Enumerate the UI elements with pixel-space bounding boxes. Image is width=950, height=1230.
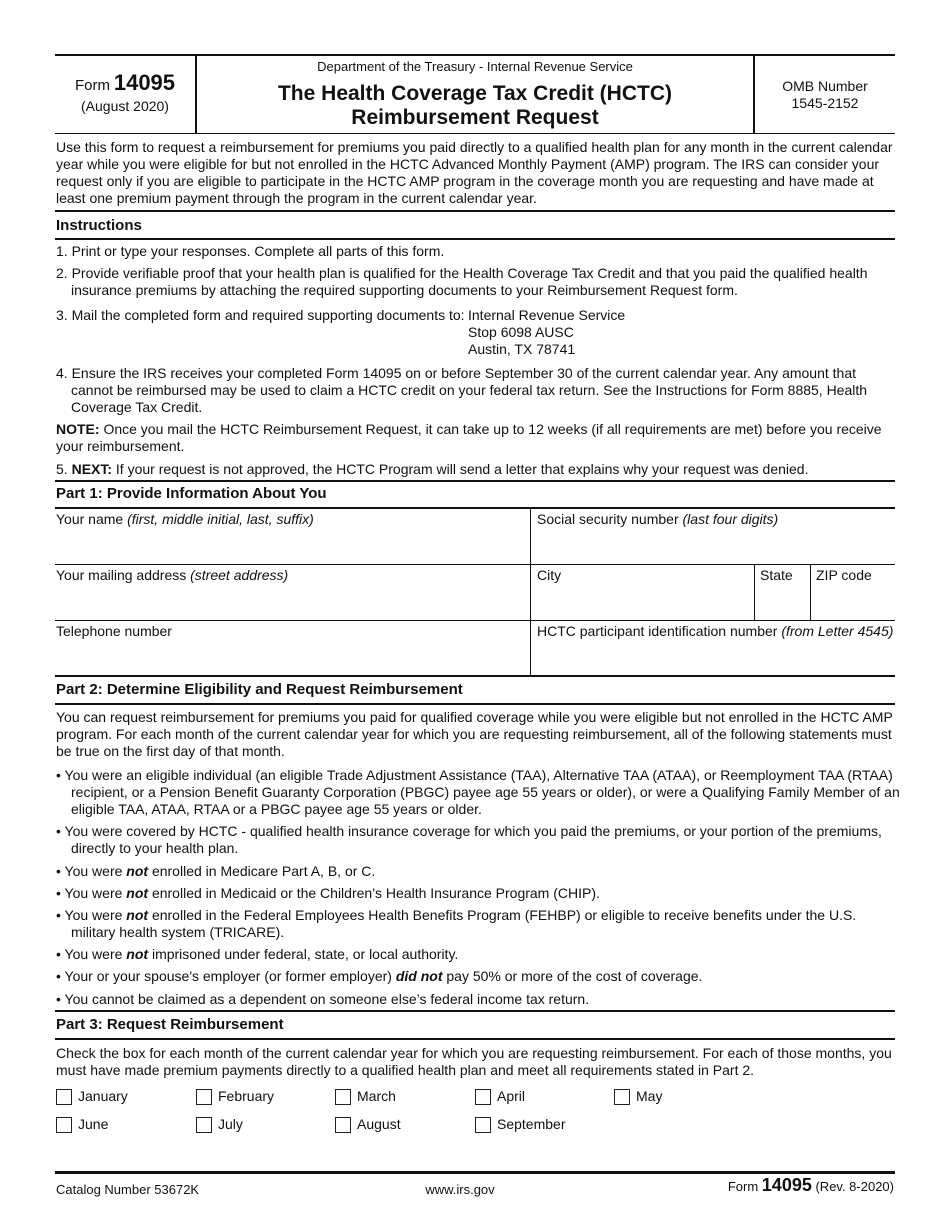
part2-intro: You can request reimbursement for premiums you paid for qualified coverage while you were eligible but not enrolled in the HCTC AMP program. For each month of the current calendar year for which you are requesting reimbursement, all of the following statements must be true on the first day of that month. [56, 709, 893, 759]
part1-row-rule-1 [55, 564, 895, 565]
ssn-field[interactable] [537, 511, 778, 528]
part2-heading: Part 2: Determine Eligibility and Request Reimbursement [56, 681, 463, 698]
b6-post: imprisoned under federal, state, or local authority. [148, 946, 459, 962]
note-text: Once you mail the HCTC Reimbursement Request, it can take up to 12 weeks (if all requirements are met) before you receive your reimbursement. [56, 421, 882, 454]
eligibility-bullet-7 [56, 968, 901, 985]
mail-address-line2: Stop 6098 AUSC [468, 324, 574, 340]
form-title-line2: Reimbursement Request [351, 106, 599, 129]
mail-address-line3: Austin, TX 78741 [468, 341, 576, 357]
b5-post: enrolled in the Federal Employees Health Benefits Program (FEHBP) or eligible to receive benefits under the U.S. military health system (TRICARE). [71, 907, 857, 940]
label-january: January [78, 1088, 128, 1104]
form-title-line1: The Health Coverage Tax Credit (HCTC) [277, 82, 672, 105]
address-hint: (street address) [190, 567, 289, 583]
instructions-bottom-rule [55, 238, 895, 240]
mail-address-line1: Internal Revenue Service [468, 307, 626, 323]
instruction-item-5 [56, 461, 896, 478]
b5-pre: • You were [56, 907, 127, 923]
zip-field[interactable]: ZIP code [816, 567, 872, 583]
name-label: Your name [56, 511, 128, 527]
b7-pre: • Your or your spouse's employer (or former employer) [56, 968, 396, 984]
b4-emphasis: not [126, 885, 149, 901]
department: Department of the Treasury - Internal Revenue Service [317, 59, 633, 74]
eligibility-bullet-8: • You cannot be claimed as a dependent on someone else’s federal income tax return. [56, 991, 590, 1007]
b3-post: enrolled in Medicare Part A, B, or C. [148, 863, 376, 879]
omb-number: 1545-2152 [791, 95, 859, 111]
b3-emphasis: not [126, 863, 149, 879]
part3-top-rule [55, 1010, 895, 1012]
b7-emphasis: did not [395, 968, 443, 984]
footer-form-word: Form [727, 1179, 762, 1194]
checkbox-july[interactable] [196, 1117, 212, 1133]
name-field[interactable] [56, 511, 314, 528]
b7-post: pay 50% or more of the cost of coverage. [442, 968, 703, 984]
instructions-top-rule [55, 210, 895, 212]
eligibility-bullet-2: • You were covered by HCTC - qualified health insurance coverage for which you paid the premiums, or your portion of the premiums, directly to your health plan. [56, 823, 882, 856]
hctc-id-label: HCTC participant identification number [537, 623, 782, 639]
footer-rev: (Rev. 8-2020) [811, 1179, 894, 1194]
city-field[interactable]: City [537, 567, 562, 583]
checkbox-may[interactable] [614, 1089, 630, 1105]
part1-row-rule-2 [55, 620, 895, 621]
catalog-number: Catalog Number 53672K [56, 1182, 200, 1197]
part1-heading-rule [55, 507, 895, 509]
label-august: August [357, 1116, 401, 1132]
instructions-heading: Instructions [56, 217, 142, 234]
b6-emphasis: not [126, 946, 149, 962]
eligibility-bullet-5 [56, 907, 901, 941]
instruction-item-3: 3. Mail the completed form and required supporting documents to: [56, 307, 465, 323]
part3-heading-rule [55, 1038, 895, 1040]
b3-pre: • You were [56, 863, 127, 879]
label-april: April [497, 1088, 526, 1104]
name-hint: (first, middle initial, last, suffix) [127, 511, 314, 527]
form-id [55, 70, 195, 95]
footer-form-number: 14095 [761, 1175, 812, 1195]
hctc-id-hint: (from Letter 4545) [781, 623, 894, 639]
b4-pre: • You were [56, 885, 127, 901]
item5-text: If your request is not approved, the HCTC Program will send a letter that explains why your request was denied. [112, 461, 809, 477]
footer-rule [55, 1171, 895, 1174]
item5-label: NEXT: [71, 461, 113, 477]
part1-state-divider-right [810, 564, 811, 620]
form-word: Form [74, 77, 110, 94]
intro-paragraph: Use this form to request a reimbursement for premiums you paid directly to a qualified health plan for any month in the current calendar year while you were eligible for but not enrolled in the HCTC Advanced Monthly Payment (AMP) program. The IRS can consider your request only if you are eligible to participate in the HCTC AMP program in the coverage month you are requesting and have made at least one premium payment through the program in the current calendar year. [56, 139, 893, 206]
label-july: July [218, 1116, 243, 1132]
address-label: Your mailing address [56, 567, 191, 583]
ssn-hint: (last four digits) [682, 511, 779, 527]
label-march: March [357, 1088, 396, 1104]
b4-post: enrolled in Medicaid or the Children’s Health Insurance Program (CHIP). [148, 885, 600, 901]
label-february: February [218, 1088, 275, 1104]
checkbox-april[interactable] [475, 1089, 491, 1105]
part2-top-rule [55, 675, 895, 677]
form-date: (August 2020) [81, 98, 169, 114]
checkbox-august[interactable] [335, 1117, 351, 1133]
part1-top-rule [55, 480, 895, 482]
checkbox-september[interactable] [475, 1117, 491, 1133]
eligibility-bullet-6 [56, 946, 901, 963]
checkbox-january[interactable] [56, 1089, 72, 1105]
eligibility-bullet-1: • You were an eligible individual (an eligible Trade Adjustment Assistance (TAA), Alternative TAA (ATAA), or Reemployment TAA (RTAA) recipient, or a Pension Benefit Guaranty Corporation (PBGC) payee age 55 years or older), or were a Qualifying Family Member of an eligible TAA, ATAA, RTAA or a PBGC payee age 55 years or older. [56, 767, 900, 817]
label-june: June [78, 1116, 109, 1132]
omb-label: OMB Number [782, 78, 868, 94]
part1-state-divider-left [754, 564, 755, 620]
instruction-item-4: 4. Ensure the IRS receives your completed Form 14095 on or before September 30 of the current calendar year. Any amount that cannot be reimbursed may be used to claim a HCTC credit on your federal tax return. See the Instructions for Form 8885, Health Coverage Tax Credit. [56, 365, 868, 415]
instruction-item-1: 1. Print or type your responses. Complete all parts of this form. [56, 243, 445, 259]
address-field[interactable] [56, 567, 288, 584]
header-top-rule [55, 54, 895, 56]
b5-emphasis: not [126, 907, 149, 923]
checkbox-february[interactable] [196, 1089, 212, 1105]
eligibility-bullet-4 [56, 885, 901, 902]
instruction-note [56, 421, 896, 455]
state-field[interactable]: State [760, 567, 793, 583]
header-bottom-rule [55, 133, 895, 134]
label-september: September [497, 1116, 566, 1132]
item5-number: 5. [56, 461, 72, 477]
part1-col-divider [530, 508, 531, 675]
part3-heading: Part 3: Request Reimbursement [56, 1016, 284, 1033]
ssn-label: Social security number [537, 511, 683, 527]
part1-heading: Part 1: Provide Information About You [56, 485, 327, 502]
label-may: May [636, 1088, 663, 1104]
phone-field[interactable]: Telephone number [56, 623, 172, 639]
instruction-item-2: 2. Provide verifiable proof that your health plan is qualified for the Health Coverage Tax Credit and that you paid the qualified health insurance premiums by attaching the required supporting documents to your Reimbursement Request form. [56, 265, 868, 298]
form-number: 14095 [113, 70, 176, 95]
b6-pre: • You were [56, 946, 127, 962]
checkbox-june[interactable] [56, 1117, 72, 1133]
part3-intro: Check the box for each month of the current calendar year for which you are requesting reimbursement. For each of those months, you must have made premium payments directly to a qualified health plan and meet all requirements stated in Part 2. [56, 1045, 892, 1078]
footer-form-id [728, 1177, 894, 1195]
checkbox-march[interactable] [335, 1089, 351, 1105]
note-label: NOTE: [56, 421, 100, 437]
part2-heading-rule [55, 703, 895, 705]
hctc-id-field[interactable] [537, 623, 893, 640]
website: www.irs.gov [425, 1182, 495, 1197]
eligibility-bullet-3 [56, 863, 901, 880]
